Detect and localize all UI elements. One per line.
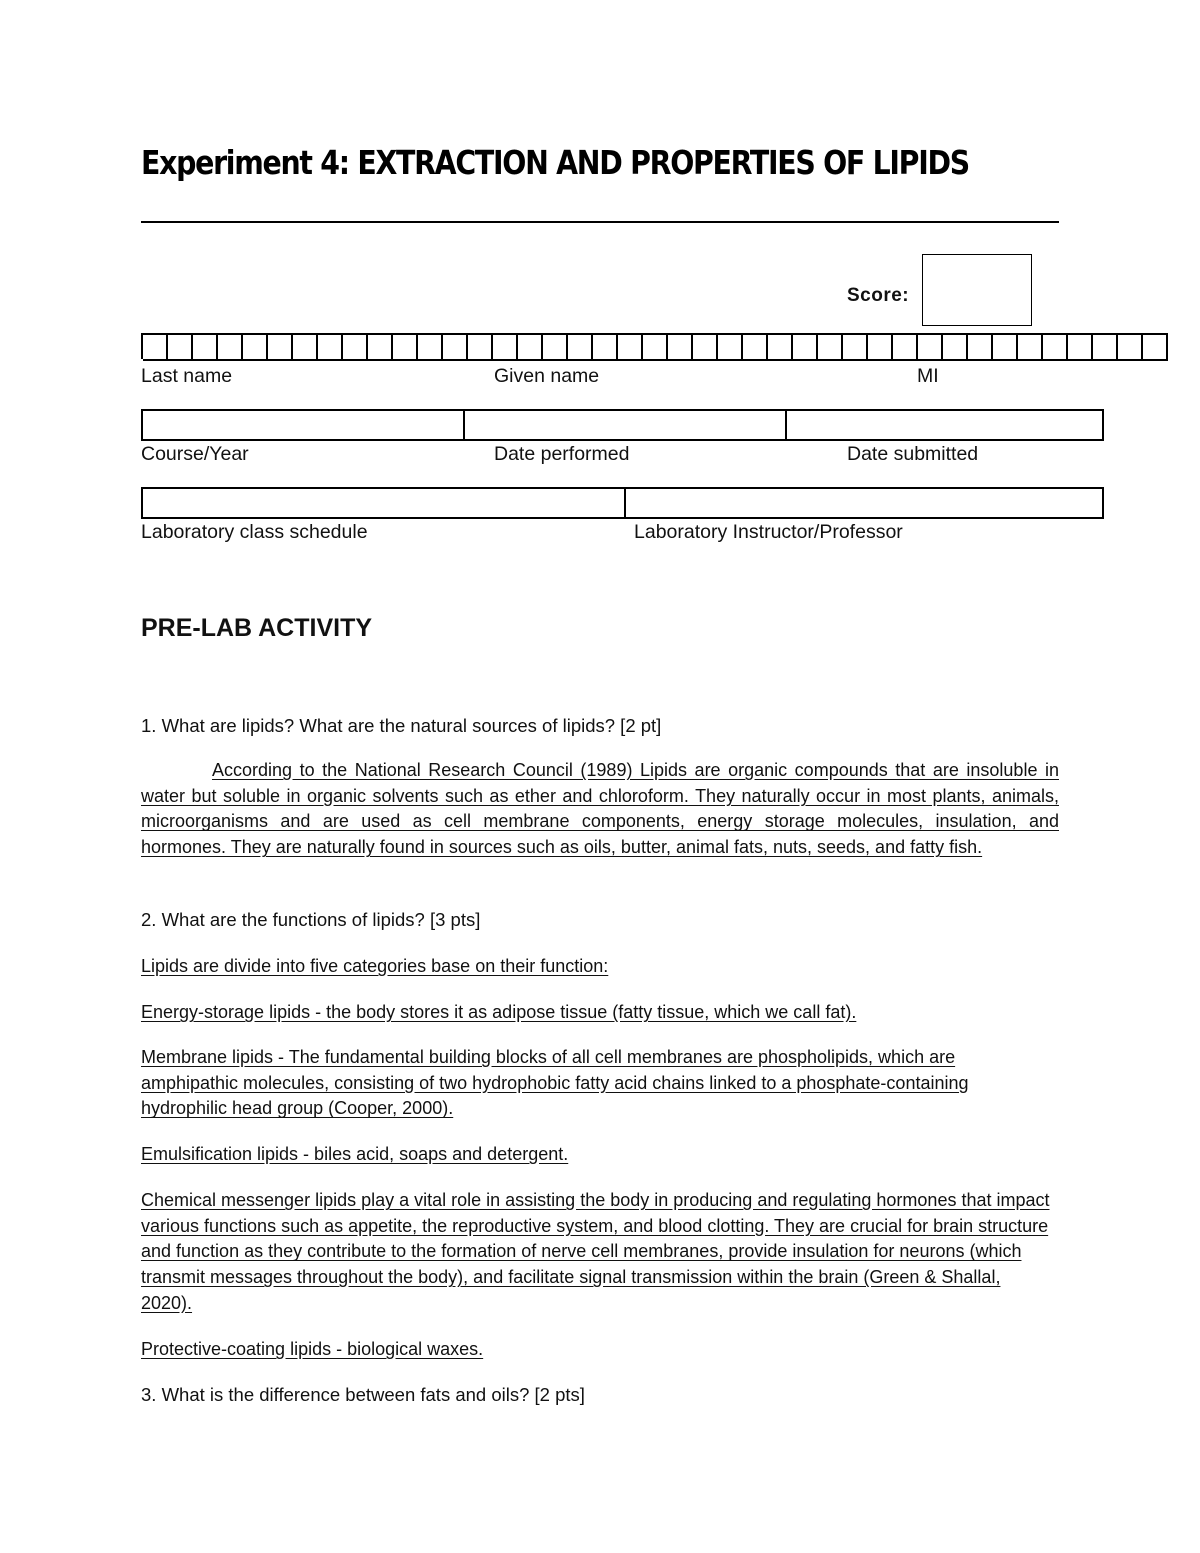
name-char-cell[interactable] — [568, 333, 593, 361]
instructor-field[interactable] — [624, 489, 1102, 517]
question-3: 3. What is the difference between fats and oils? [2 pts] — [141, 1384, 585, 1405]
name-char-cell[interactable] — [293, 333, 318, 361]
document-title: Experiment 4: EXTRACTION AND PROPERTIES OF LIPIDS — [141, 143, 969, 182]
name-char-cell[interactable] — [193, 333, 218, 361]
name-char-cell[interactable] — [643, 333, 668, 361]
course-year-field[interactable] — [143, 411, 463, 439]
question-2: 2. What are the functions of lipids? [3 pts] — [141, 909, 481, 930]
mi-label: MI — [917, 365, 939, 387]
score-box[interactable] — [922, 254, 1032, 326]
name-char-cell[interactable] — [418, 333, 443, 361]
answer-2-protective-coating: Protective-coating lipids - biological waxes. — [141, 1339, 484, 1359]
given-name-label: Given name — [494, 365, 600, 387]
name-char-cell[interactable] — [693, 333, 718, 361]
course-year-label: Course/Year — [141, 443, 249, 465]
name-char-cell[interactable] — [1043, 333, 1068, 361]
class-schedule-field[interactable] — [143, 489, 624, 517]
name-char-cell[interactable] — [543, 333, 568, 361]
name-char-cell[interactable] — [793, 333, 818, 361]
name-char-cell[interactable] — [1118, 333, 1143, 361]
name-char-cell[interactable] — [743, 333, 768, 361]
date-submitted-field[interactable] — [785, 411, 1102, 439]
name-char-cell[interactable] — [143, 333, 168, 361]
name-char-cell[interactable] — [493, 333, 518, 361]
name-char-cell[interactable] — [943, 333, 968, 361]
date-performed-field[interactable] — [463, 411, 785, 439]
date-submitted-label: Date submitted — [847, 443, 979, 465]
section-title: PRE-LAB ACTIVITY — [141, 614, 373, 642]
name-char-cell[interactable] — [168, 333, 193, 361]
name-char-cell[interactable] — [668, 333, 693, 361]
name-char-cell[interactable] — [818, 333, 843, 361]
answer-2-membrane: Membrane lipids - The fundamental building blocks of all cell membranes are phospholipids, which are amphipathic molecules, consisting of two hydrophobic fatty acid chains linked to a phosphate-containing hydrophilic head group (Cooper, 2000). — [141, 1047, 969, 1119]
course-date-fields — [141, 409, 1104, 441]
name-char-cell[interactable] — [318, 333, 343, 361]
name-char-cell[interactable] — [918, 333, 943, 361]
name-char-cell[interactable] — [993, 333, 1018, 361]
name-char-cell[interactable] — [393, 333, 418, 361]
name-char-cell[interactable] — [1068, 333, 1093, 361]
answer-2-emulsification: Emulsification lipids - biles acid, soaps and detergent. — [141, 1144, 569, 1164]
answer-1: According to the National Research Council (1989) Lipids are organic compounds that are insoluble in water but soluble in organic solvents such as ether and chloroform. They naturally occur in most plants, animals, microorganisms and are used as cell membrane components, energy storage molecules, insulation, and hormones. They are naturally found in sources such as oils, butter, animal fats, nuts, seeds, and fatty fish. — [141, 760, 1059, 858]
name-char-cell[interactable] — [518, 333, 543, 361]
answer-2-intro: Lipids are divide into five categories base on their function: — [141, 956, 609, 976]
name-char-cell[interactable] — [593, 333, 618, 361]
name-char-cell[interactable] — [1018, 333, 1043, 361]
answer-2-energy-storage: Energy-storage lipids - the body stores it as adipose tissue (fatty tissue, which we call fat). — [141, 1002, 857, 1022]
class-schedule-label: Laboratory class schedule — [141, 521, 368, 543]
name-char-cell[interactable] — [1143, 333, 1168, 361]
answer-2-chemical-messenger: Chemical messenger lipids play a vital role in assisting the body in producing and regulating hormones that impact various functions such as appetite, the reproductive system, and blood clotting. They are crucial for brain structure and function as they contribute to the formation of nerve cell membranes, provide insulation for neurons (which transmit messages throughout the body), and facilitate signal transmission within the brain (Green & Shallal, 2020). — [141, 1190, 1050, 1313]
name-char-cell[interactable] — [868, 333, 893, 361]
name-char-cell[interactable] — [893, 333, 918, 361]
name-char-cell[interactable] — [968, 333, 993, 361]
name-char-cell[interactable] — [718, 333, 743, 361]
name-char-cell[interactable] — [1093, 333, 1118, 361]
name-char-cell[interactable] — [343, 333, 368, 361]
name-char-cell[interactable] — [618, 333, 643, 361]
name-char-cell[interactable] — [768, 333, 793, 361]
name-char-cell[interactable] — [468, 333, 493, 361]
instructor-label: Laboratory Instructor/Professor — [634, 521, 903, 543]
score-label: Score: — [847, 285, 910, 306]
name-char-cell[interactable] — [218, 333, 243, 361]
name-char-cell[interactable] — [243, 333, 268, 361]
title-divider — [141, 221, 1059, 223]
date-performed-label: Date performed — [494, 443, 630, 465]
name-character-grid[interactable] — [141, 333, 1168, 359]
name-char-cell[interactable] — [843, 333, 868, 361]
name-char-cell[interactable] — [368, 333, 393, 361]
name-char-cell[interactable] — [268, 333, 293, 361]
question-1: 1. What are lipids? What are the natural sources of lipids? [2 pt] — [141, 715, 662, 736]
name-char-cell[interactable] — [443, 333, 468, 361]
schedule-instructor-fields — [141, 487, 1104, 519]
last-name-label: Last name — [141, 365, 233, 387]
